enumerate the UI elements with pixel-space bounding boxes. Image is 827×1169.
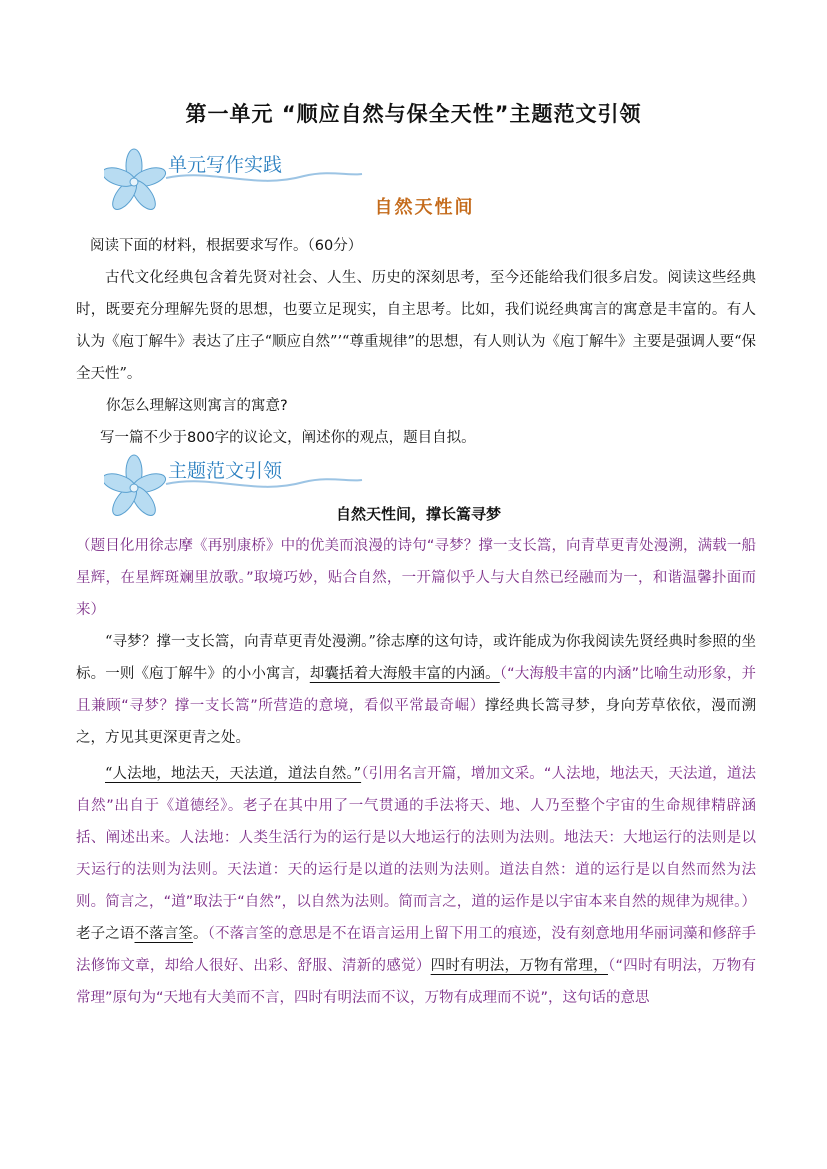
prompt-requirement: 写一篇不少于800字的议论文，阐述你的观点，题目自拟。 [100, 430, 476, 446]
underlined-text: 不落言筌 [134, 926, 193, 942]
essay-title-note: （题目化用徐志摩《再别康桥》中的优美而浪漫的诗句“寻梦？撑一支长篙，向青草更青处漫溯，满载一船星辉，在星辉斑斓里放歌。”取境巧妙，贴合自然，一开篇似乎人与大自然已经融而为一，和谐温馨扑面而来） [76, 538, 756, 618]
prompt-material: 古代文化经典包含着先贤对社会、人生、历史的深刻思考，至今还能给我们很多启发。阅读这些经典时，既要充分理解先贤的思想，也要立足现实，自主思考。比如，我们说经典寓言的寓意是丰富的。有人认为《庖丁解牛》表达了庄子“顺应自然”’“尊重规律”的思想，有人则认为《庖丁解牛》主要是强调人要“保全天性”。 [76, 270, 756, 382]
subtitle: 自然天性间 [374, 197, 475, 218]
essay-paragraph-2 [76, 758, 756, 1014]
essay-paragraph-1 [76, 626, 756, 754]
essay-text: 。 [193, 926, 208, 942]
page-title: 第一单元 “顺应自然与保全天性”主题范文引领 [185, 102, 642, 126]
essay-text: 老子之语 [76, 926, 135, 942]
essay-text: “寻梦？撑一支长篙，向青草更青处漫溯。”徐志摩的这句诗，或许能成为你我阅读先贤经典时参照的坐标。一则《庖丁解牛》的小小寓言， [76, 634, 756, 682]
annotation-note: （“大海般丰富的内涵”比喻生动形象，并且兼顾“寻梦？撑一支长篙”所营造的意境，看似平常最奇崛） [76, 666, 757, 714]
annotation-note: （“四时有明法，万物有常理”原句为“天地有大美而不言，四时有明法而不议，万物有成理而不说”，这句话的意思 [76, 958, 757, 1006]
underlined-text: 四时有明法，万物有常理， [430, 958, 608, 974]
annotation-note: （引用名言开篇，增加文采。“人法地，地法天，天法道，道法自然”出自于《道德经》。老子在其中用了一气贯通的手法将天、地、人乃至整个宇宙的生命规律精辟涵括、阐述出来。人法地：人类生活行为的运行是以大地运行的法则为法则。地法天：大地运行的法则是以天运行的法则为法则。天法道：天的运行是以道的法则为法则。道法自然：道的运行是以自然而然为法则。简言之，“道”取法于“自然”，以自然为法则。简而言之，道的运作是以宇宙本来自然的规律为规律。） [76, 766, 756, 910]
section-label: 主题范文引领 [168, 460, 283, 482]
underlined-text: 却囊括着大海般丰富的内涵。 [309, 666, 500, 682]
prompt-instruction: 阅读下面的材料，根据要求写作。（60分） [90, 238, 363, 254]
annotation-note: （不落言筌的意思是不在语言运用上留下用工的痕迹，没有刻意地用华丽词藻和修辞手法修饰文章，却给人很好、出彩、舒服、清新的感觉） [76, 926, 756, 974]
section-label: 单元写作实践 [168, 154, 283, 176]
prompt-question: 你怎么理解这则寓言的寓意? [106, 398, 288, 414]
essay-text: 撑经典长篙寻梦，身向芳草依依，漫而溯之，方见其更深更青之处。 [76, 698, 756, 746]
underlined-quote: “人法地，地法天，天法道，道法自然。” [105, 766, 362, 782]
essay-title: 自然天性间，撑长篙寻梦 [335, 505, 501, 523]
